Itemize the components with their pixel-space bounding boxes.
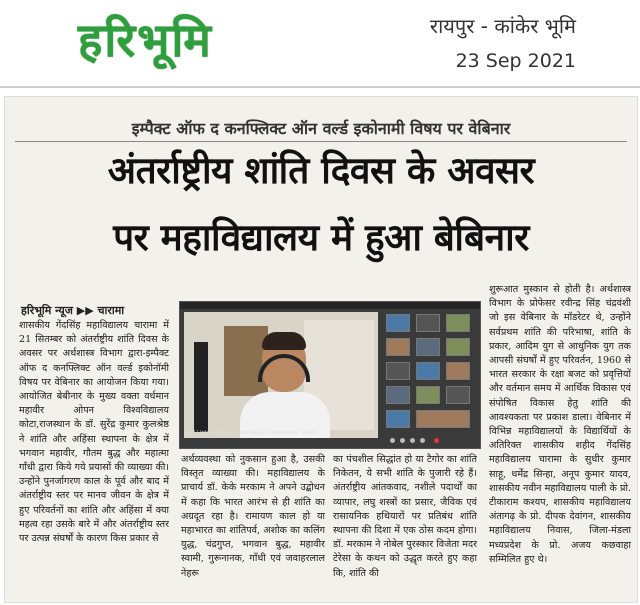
participant-tile <box>386 410 410 428</box>
participant-tile <box>386 314 410 332</box>
headline-line-1: अंतर्राष्ट्रीय शांति दिवस के अवसर <box>107 149 535 192</box>
participant-tile <box>446 314 470 332</box>
video-caption: 4:47 | International Peace Day (21 September, 2021) <box>184 430 317 436</box>
edition-name: रायपुर - कांकेर भूमि <box>429 14 576 38</box>
headline-line-2: पर महाविद्यालय में हुआ बेबिनार <box>113 216 529 259</box>
participant-tile <box>416 314 440 332</box>
call-controls <box>390 438 470 444</box>
speaker-hair <box>262 332 306 350</box>
article-column-2: अर्थव्यवस्था को नुकसान हुआ है, उसकी विस्तृत व्याख्या की। महाविद्यालय के प्राचार्य डॉ. केके मरकाम ने अपने उद्बोधन में कहा कि भारत आरंभ से ही शांति का अग्रदूत रहा है। रामायण काल हो या महाभारत का शांतिपर्व, अशोक का कलिंग युद्ध, चंद्रगुप्त, भगवान बुद्ध, महावीर स्वामी, गुरूनानक, गाँधी एवं जवाहरलाल नेहरू <box>181 454 325 579</box>
participant-tile <box>416 410 470 428</box>
participant-tile <box>446 362 470 380</box>
more-icon <box>420 438 425 443</box>
participant-tile <box>386 362 410 380</box>
end-call-icon <box>434 438 439 443</box>
webinar-screenshot-photo <box>179 301 481 449</box>
participant-tile <box>446 338 470 356</box>
participant-tile <box>416 338 440 356</box>
video-call-titlebar <box>180 302 480 309</box>
lamp-stand <box>194 342 208 432</box>
article-column-3: का पंचशील सिद्धांत हो या टैगोर का शांति निकेतन, ये सभी शांति के पुजारी रहे हैं। अंतर्राष्ट्रीय आंतकवाद, नशीले पदार्थों का व्यापार, लघु शस्त्रों का प्रसार, जैविक एवं रासायनिक हथियारों पर प्रतिबंध शांति स्थापना की दिशा में एक ठोस कदम होगा। डॉ. मरकाम ने नोबेल पुरस्कार विजेता मदर टेरेसा के कथन को उद्धृत करते हुए कहा कि, शांति की <box>333 454 477 579</box>
article-clipping <box>4 96 638 603</box>
article-column-4: शुरूआत मुस्कान से होती है। अर्थशास्त्र विभाग के प्रोफेसर रवीन्द्र सिंह चंद्रवंशी जो इस वेबिनार के मॉडरेटर थे, उन्होंने सर्वप्रथम शांति की परिभाषा, शांति के प्रकार, आदिम युग से आधुनिक युग तक आपसी संघर्षों में हुए परिवर्तन, 1960 से भारत सरकार के रक्षा बजट को प्रवृत्तियों और वर्तमान समय में आर्थिक विकास एवं संपोषित विकास हेतु शांति की आवश्यकता पर प्रकाश डाला। वेबिनार में विभिन्न महाविद्यालयों के विद्यार्थियों के अतिरिक्त शासकीय शहीद गेंदसिंह महाविद्यालय चारामा के सुधीर कुमार साहू, धर्मेंद्र सिन्हा, अनूप कुमार यादव, शासकीय नवीन महाविद्यालय पाली के प्रो. टीकाराम कश्यप, शासकीय महाविद्यालय अंतागढ़ के प्रो. दीपक देवांगन, शासकीय महाविद्यालय निवास, जिला-मंडला मध्यप्रदेश के प्रो. अजय कछवाहा सम्मिलित हुए थे। <box>489 284 631 565</box>
participant-tile <box>416 362 440 380</box>
screen-share-icon <box>410 438 415 443</box>
article-byline: हरिभूमि न्यूज ▶▶ चारामा <box>21 304 125 317</box>
camera-icon <box>400 438 405 443</box>
participant-tile <box>446 386 470 404</box>
mic-icon <box>390 438 395 443</box>
article-column-1: शासकीय गेंदसिंह महाविद्यालय चारामा में 21 सितम्बर को अंतर्राष्ट्रीय शांति दिवस के अवसर पर अर्थशास्त्र विभाग द्वारा-इम्पैक्ट ऑफ द कनफ्लिक्ट ऑन वर्ल्ड इकोनॉमी विषय पर वेबिनार का आयोजन किया गया। आयोजित बेबीनार के मुख्य वक्ता वर्धमान महावीर ओपन विश्वविद्यालय कोटा,राजस्थान के डॉ. सुरेंद्र कुमार कुलश्रेष्ठ ने शांति और अहिंसा स्थापना के क्षेत्र में भगवान महावीर, गौतम बुद्ध और महात्मा गाँधी द्वारा किये गये प्रयासों की व्याख्या की। उन्होंने पुनर्जागरण काल के पूर्व और बाद में अंतर्राष्ट्रीय स्तर पर मानव जीवन के क्षेत्र में हुए परिवर्तनों का शांति और अहिंसा में क्या महत्व रहा उसके बारे में और अंतर्राष्ट्रीय स्तर पर उत्पन्न संघर्षों के कारण किस प्रकार से <box>19 320 169 545</box>
article-subheadline: इम्पैक्ट ऑफ द कनफ्लिक्ट ऑन वर्ल्ड इकोनामी विषय पर वेबिनार <box>131 119 511 138</box>
masthead <box>0 0 640 88</box>
subheadline-rule <box>15 141 627 142</box>
participant-tile <box>416 386 440 404</box>
newspaper-logo: हरिभूमि <box>78 13 213 67</box>
participant-tile <box>386 338 410 356</box>
speaker-video-feed <box>184 312 378 438</box>
header-divider <box>0 86 640 88</box>
participant-tile <box>386 386 410 404</box>
publication-date: 23 Sep 2021 <box>455 50 576 72</box>
